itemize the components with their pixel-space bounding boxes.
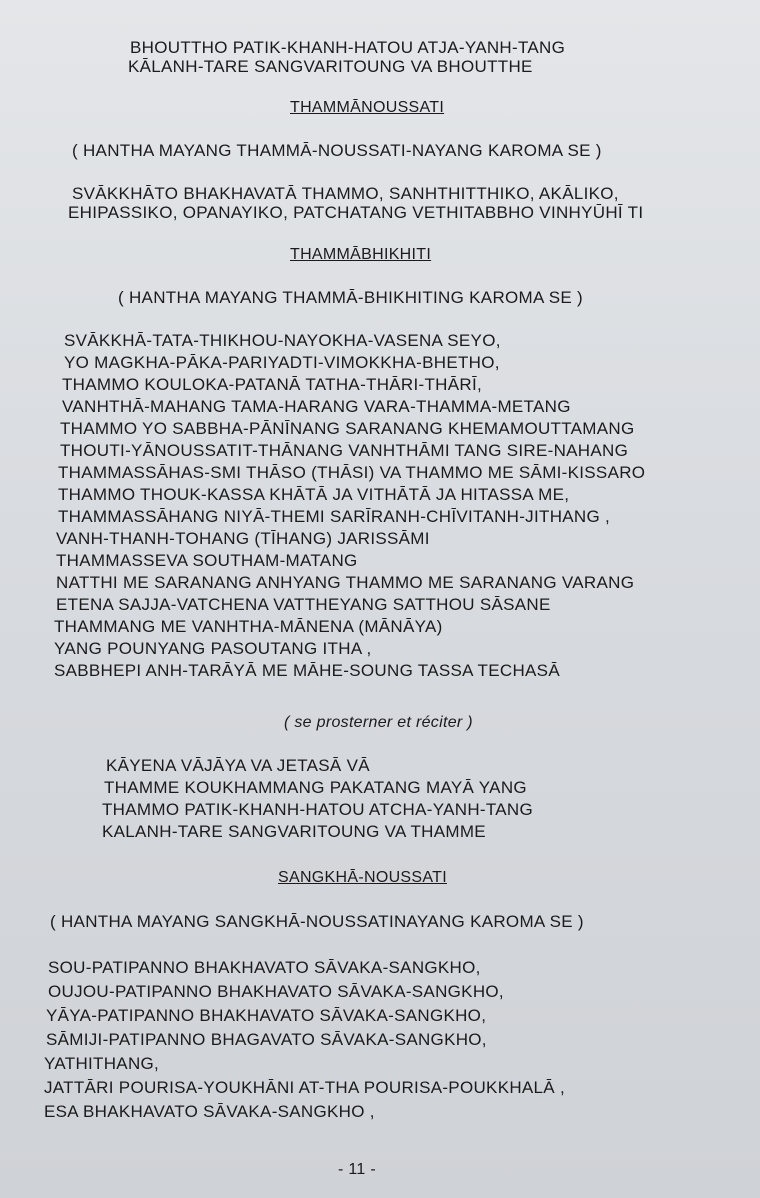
verse-line: KALANH-TARE SANGVARITOUNG VA THAMME	[102, 822, 486, 841]
verse-line: NATTHI ME SARANANG ANHYANG THAMMO ME SARANANG VARANG	[56, 573, 635, 592]
verse-line: THAMMANG ME VANHTHA-MĀNENA (MĀNĀYA)	[54, 617, 443, 636]
verse-line: KĀYENA VĀJĀYA VA JETASĀ VĀ	[106, 756, 370, 775]
verse-line: SĀMIJI-PATIPANNO BHAGAVATO SĀVAKA-SANGKHO,	[46, 1030, 487, 1049]
verse-line: VANHTHĀ-MAHANG TAMA-HARANG VARA-THAMMA-METANG	[62, 397, 571, 416]
verse-line: SOU-PATIPANNO BHAKHAVATO SĀVAKA-SANGKHO,	[48, 958, 481, 977]
verse-line: SVĀKKHĀTO BHAKHAVATĀ THAMMO, SANHTHITTHIKO, AKĀLIKO,	[72, 184, 619, 203]
invocation-line: ( HANTHA MAYANG THAMMĀ-BHIKHITING KAROMA SE )	[118, 288, 583, 307]
verse-line: OUJOU-PATIPANNO BHAKHAVATO SĀVAKA-SANGKHO,	[48, 982, 504, 1001]
invocation-line: ( HANTHA MAYANG SANGKHĀ-NOUSSATINAYANG KAROMA SE )	[50, 912, 584, 931]
section-heading: SANGKHĀ-NOUSSATI	[278, 869, 447, 886]
verse-line: THAMMO PATIK-KHANH-HATOU ATCHA-YANH-TANG	[102, 800, 534, 819]
verse-line: THAMMO KOULOKA-PATANĀ TATHA-THĀRI-THĀRĪ,	[62, 375, 483, 394]
verse-line: THAMMO THOUK-KASSA KHĀTĀ JA VITHĀTĀ JA HITASSA ME,	[58, 485, 570, 504]
verse-line: ESA BHAKHAVATO SĀVAKA-SANGKHO ,	[44, 1102, 375, 1121]
instruction-text: ( se prosterner et réciter )	[284, 714, 473, 731]
verse-line: YANG POUNYANG PASOUTANG ITHA ,	[54, 639, 372, 658]
verse-line: THOUTI-YĀNOUSSATIT-THĀNANG VANHTHĀMI TANG SIRE-NAHANG	[60, 441, 629, 460]
verse-line: THAMMASSEVA SOUTHAM-MATANG	[56, 551, 358, 570]
verse-line: THAMMO YO SABBHA-PĀNĪNANG SARANANG KHEMAMOUTTAMANG	[60, 419, 635, 438]
verse-line: VANH-THANH-TOHANG (TĪHANG) JARISSĀMI	[56, 529, 430, 548]
page-number: - 11 -	[338, 1161, 376, 1178]
verse-line: EHIPASSIKO, OPANAYIKO, PATCHATANG VETHITABBHO VINHYŪHĪ TI	[68, 203, 644, 222]
verse-line: ETENA SAJJA-VATCHENA VATTHEYANG SATTHOU SĀSANE	[56, 595, 551, 614]
verse-line: SVĀKKHĀ-TATA-THIKHOU-NAYOKHA-VASENA SEYO,	[64, 331, 501, 350]
verse-line: JATTĀRI POURISA-YOUKHĀNI AT-THA POURISA-POUKKHALĀ ,	[44, 1078, 565, 1097]
verse-line: THAMMASSĀHANG NIYĀ-THEMI SARĪRANH-CHĪVITANH-JITHANG ,	[58, 507, 611, 526]
verse-line: THAMMASSĀHAS-SMI THĀSO (THĀSI) VA THAMMO ME SĀMI-KISSARO	[58, 463, 646, 482]
invocation-line: ( HANTHA MAYANG THAMMĀ-NOUSSATI-NAYANG KAROMA SE )	[72, 141, 602, 160]
verse-line: YĀYA-PATIPANNO BHAKHAVATO SĀVAKA-SANGKHO,	[46, 1006, 487, 1025]
intro-line: KĀLANH-TARE SANGVARITOUNG VA BHOUTTHE	[128, 57, 533, 76]
verse-line: YO MAGKHA-PĀKA-PARIYADTI-VIMOKKHA-BHETHO,	[64, 353, 500, 372]
section-heading: THAMMĀBHIKHITI	[290, 246, 432, 263]
section-heading: THAMMĀNOUSSATI	[290, 99, 445, 116]
verse-line: SABBHEPI ANH-TARĀYĀ ME MĀHE-SOUNG TASSA TECHASĀ	[54, 661, 560, 680]
verse-line: YATHITHANG,	[44, 1054, 160, 1073]
intro-line: BHOUTTHO PATIK-KHANH-HATOU ATJA-YANH-TANG	[130, 38, 566, 57]
verse-line: THAMME KOUKHAMMANG PAKATANG MAYĀ YANG	[104, 778, 527, 797]
